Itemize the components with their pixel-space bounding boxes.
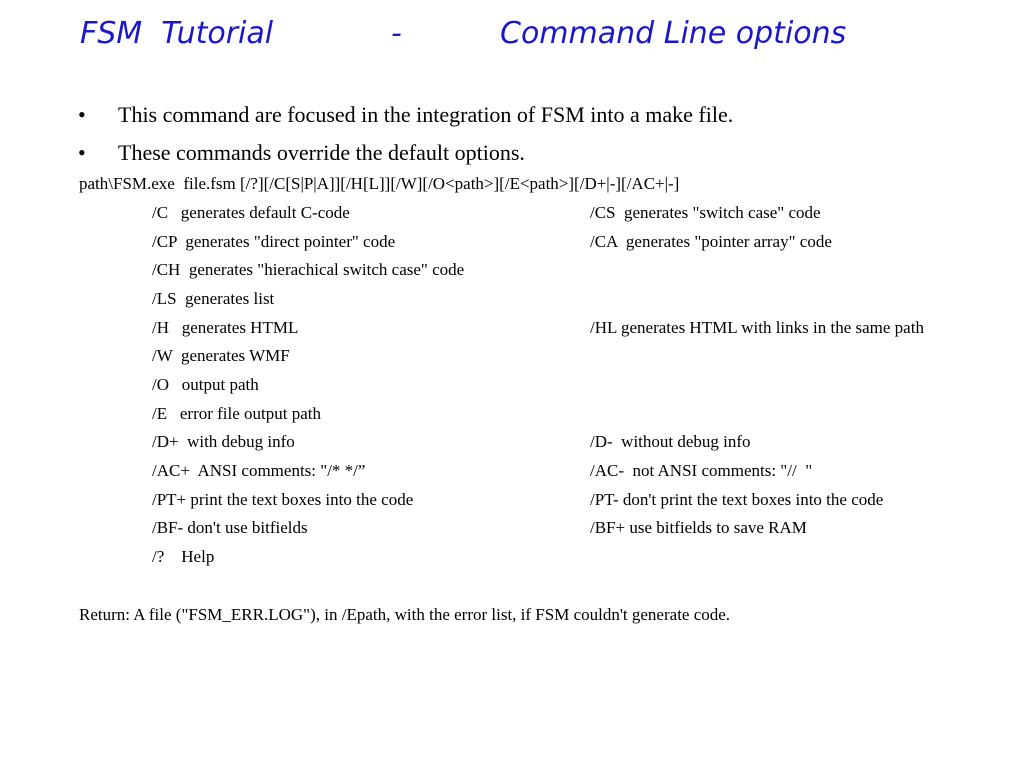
bullet-text: This command are focused in the integration of FSM into a make file. [118,102,734,127]
option-left: /H generates HTML [152,318,299,337]
option-left: /O output path [152,375,259,394]
option-right: /HL generates HTML with links in the same path [590,318,924,337]
bullet-marker: • [78,102,86,127]
option-left: /PT+ print the text boxes into the code [152,490,414,509]
option-right: /D- without debug info [590,432,751,451]
option-left: /CP generates "direct pointer" code [152,232,396,251]
title-separator: - [391,16,402,51]
title-part-1: FSM Tutorial [80,16,274,51]
option-right: /CA generates "pointer array" code [590,232,832,251]
bullet-marker: • [78,140,86,165]
option-left: /? Help [152,547,215,566]
title-part-2: Command Line options [500,16,847,51]
option-left: /LS generates list [152,289,275,308]
option-right: /PT- don't print the text boxes into the code [590,490,884,509]
return-description: Return: A file ("FSM_ERR.LOG"), in /Epath, with the error list, if FSM couldn't generate code. [79,605,731,624]
option-left: /AC+ ANSI comments: "/* */” [152,461,366,480]
option-right: /CS generates "switch case" code [590,203,821,222]
option-left: /D+ with debug info [152,432,295,451]
option-left: /E error file output path [152,404,322,423]
command-syntax: path\FSM.exe file.fsm [/?][/C[S|P|A]][/H[L]][/W][/O<path>][/E<path>][/D+|-][/AC+|-] [79,174,680,193]
option-left: /W generates WMF [152,346,290,365]
bullet-text: These commands override the default options. [118,140,525,165]
option-left: /C generates default C-code [152,203,350,222]
slide-title [80,16,847,60]
option-right: /AC- not ANSI comments: "// " [590,461,813,480]
option-left: /BF- don't use bitfields [152,518,308,537]
option-right: /BF+ use bitfields to save RAM [590,518,807,537]
option-left: /CH generates "hierachical switch case" code [152,260,465,279]
